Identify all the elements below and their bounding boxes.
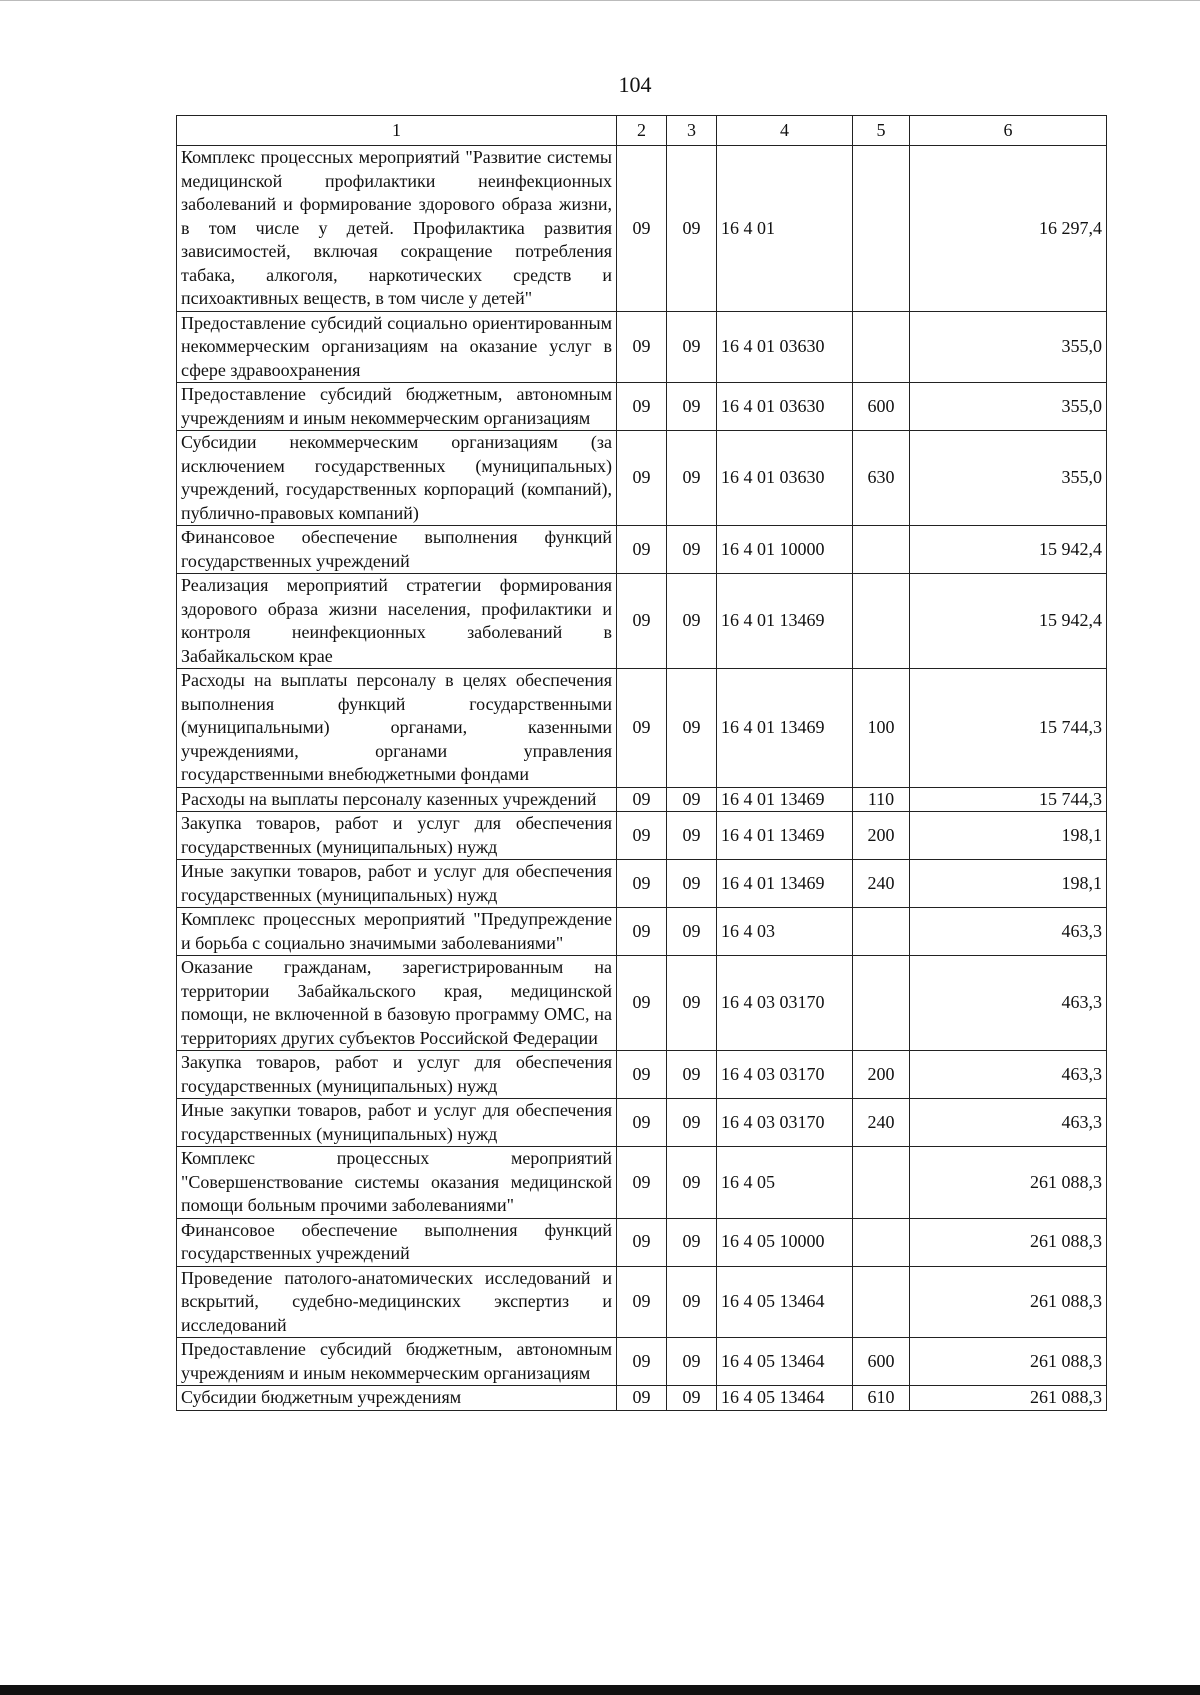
row-csr-cell: 16 4 01 13469 xyxy=(717,860,853,908)
row-csr-cell: 16 4 05 10000 xyxy=(717,1218,853,1266)
row-pr-cell: 09 xyxy=(667,669,717,788)
row-rz-cell: 09 xyxy=(617,1338,667,1386)
row-name-cell: Проведение патолого-анатомических исследований и вскрытий, судебно-медицинских экспертиз и исследований xyxy=(177,1266,617,1338)
row-rz-cell: 09 xyxy=(617,311,667,383)
row-vr-cell: 610 xyxy=(853,1386,910,1411)
budget-table xyxy=(176,115,1107,1411)
row-name-cell: Предоставление субсидий бюджетным, автономным учреждениям и иным некоммерческим организациям xyxy=(177,1338,617,1386)
row-vr-cell xyxy=(853,1218,910,1266)
row-rz-cell: 09 xyxy=(617,1266,667,1338)
row-name-cell: Иные закупки товаров, работ и услуг для обеспечения государственных (муниципальных) нужд xyxy=(177,860,617,908)
scan-top-edge xyxy=(0,0,1200,4)
row-sum-cell: 355,0 xyxy=(910,383,1107,431)
table-row xyxy=(177,383,1107,431)
row-sum-cell: 463,3 xyxy=(910,956,1107,1051)
row-name-cell: Реализация мероприятий стратегии формирования здорового образа жизни населения, профилактики и контроля неинфекционных заболеваний в Забайкальском крае xyxy=(177,574,617,669)
row-pr-cell: 09 xyxy=(667,383,717,431)
row-sum-cell: 198,1 xyxy=(910,860,1107,908)
row-csr-cell: 16 4 03 03170 xyxy=(717,1051,853,1099)
row-sum-cell: 463,3 xyxy=(910,908,1107,956)
table-row xyxy=(177,311,1107,383)
row-csr-cell: 16 4 05 13464 xyxy=(717,1338,853,1386)
row-name-cell: Комплекс процессных мероприятий "Развитие системы медицинской профилактики неинфекционных заболеваний и формирование здорового образа жизни, в том числе у детей. Профилактика развития зависимостей, включая сокращение потребления табака, алкоголя, наркотических средств и психоактивных веществ, в том числе у детей" xyxy=(177,146,617,312)
row-sum-cell: 261 088,3 xyxy=(910,1266,1107,1338)
row-vr-cell: 240 xyxy=(853,860,910,908)
row-name-cell: Предоставление субсидий бюджетным, автономным учреждениям и иным некоммерческим организациям xyxy=(177,383,617,431)
header-col-5: 5 xyxy=(853,116,910,146)
row-csr-cell: 16 4 03 03170 xyxy=(717,956,853,1051)
row-vr-cell xyxy=(853,311,910,383)
row-csr-cell: 16 4 05 13464 xyxy=(717,1386,853,1411)
row-pr-cell: 09 xyxy=(667,812,717,860)
row-sum-cell: 261 088,3 xyxy=(910,1218,1107,1266)
row-rz-cell: 09 xyxy=(617,431,667,526)
header-col-4: 4 xyxy=(717,116,853,146)
row-csr-cell: 16 4 01 13469 xyxy=(717,787,853,812)
row-rz-cell: 09 xyxy=(617,526,667,574)
row-name-cell: Закупка товаров, работ и услуг для обеспечения государственных (муниципальных) нужд xyxy=(177,1051,617,1099)
row-vr-cell: 100 xyxy=(853,669,910,788)
table-row xyxy=(177,1218,1107,1266)
header-row xyxy=(177,116,1107,146)
row-name-cell: Комплекс процессных мероприятий "Предупреждение и борьба с социально значимыми заболеваниями" xyxy=(177,908,617,956)
row-sum-cell: 15 744,3 xyxy=(910,787,1107,812)
row-csr-cell: 16 4 01 13469 xyxy=(717,669,853,788)
row-csr-cell: 16 4 03 xyxy=(717,908,853,956)
table-row xyxy=(177,574,1107,669)
header-col-6: 6 xyxy=(910,116,1107,146)
row-sum-cell: 261 088,3 xyxy=(910,1386,1107,1411)
row-rz-cell: 09 xyxy=(617,146,667,312)
row-sum-cell: 15 744,3 xyxy=(910,669,1107,788)
row-vr-cell: 200 xyxy=(853,812,910,860)
row-rz-cell: 09 xyxy=(617,860,667,908)
row-name-cell: Финансовое обеспечение выполнения функций государственных учреждений xyxy=(177,1218,617,1266)
row-vr-cell xyxy=(853,146,910,312)
row-rz-cell: 09 xyxy=(617,1099,667,1147)
table-row xyxy=(177,787,1107,812)
table-row xyxy=(177,669,1107,788)
row-pr-cell: 09 xyxy=(667,1266,717,1338)
row-sum-cell: 355,0 xyxy=(910,311,1107,383)
page-number: 104 xyxy=(618,72,652,97)
row-vr-cell xyxy=(853,574,910,669)
row-csr-cell: 16 4 01 10000 xyxy=(717,526,853,574)
row-vr-cell: 600 xyxy=(853,1338,910,1386)
row-vr-cell xyxy=(853,908,910,956)
row-vr-cell: 240 xyxy=(853,1099,910,1147)
row-rz-cell: 09 xyxy=(617,574,667,669)
table-row xyxy=(177,431,1107,526)
row-sum-cell: 198,1 xyxy=(910,812,1107,860)
table-row xyxy=(177,146,1107,312)
row-vr-cell xyxy=(853,956,910,1051)
row-pr-cell: 09 xyxy=(667,1218,717,1266)
row-pr-cell: 09 xyxy=(667,1147,717,1219)
row-sum-cell: 261 088,3 xyxy=(910,1338,1107,1386)
row-vr-cell: 200 xyxy=(853,1051,910,1099)
row-vr-cell xyxy=(853,526,910,574)
row-rz-cell: 09 xyxy=(617,1386,667,1411)
row-pr-cell: 09 xyxy=(667,1051,717,1099)
table-body xyxy=(177,146,1107,1411)
row-rz-cell: 09 xyxy=(617,1051,667,1099)
row-name-cell: Субсидии бюджетным учреждениям xyxy=(177,1386,617,1411)
row-csr-cell: 16 4 01 13469 xyxy=(717,574,853,669)
row-vr-cell: 630 xyxy=(853,431,910,526)
row-sum-cell: 16 297,4 xyxy=(910,146,1107,312)
row-csr-cell: 16 4 03 03170 xyxy=(717,1099,853,1147)
row-pr-cell: 09 xyxy=(667,860,717,908)
header-col-2: 2 xyxy=(617,116,667,146)
row-vr-cell: 600 xyxy=(853,383,910,431)
row-pr-cell: 09 xyxy=(667,1338,717,1386)
row-name-cell: Закупка товаров, работ и услуг для обеспечения государственных (муниципальных) нужд xyxy=(177,812,617,860)
row-pr-cell: 09 xyxy=(667,908,717,956)
row-pr-cell: 09 xyxy=(667,1099,717,1147)
row-csr-cell: 16 4 05 xyxy=(717,1147,853,1219)
table-row xyxy=(177,1338,1107,1386)
row-pr-cell: 09 xyxy=(667,526,717,574)
row-csr-cell: 16 4 01 13469 xyxy=(717,812,853,860)
row-pr-cell: 09 xyxy=(667,574,717,669)
row-csr-cell: 16 4 05 13464 xyxy=(717,1266,853,1338)
row-name-cell: Предоставление субсидий социально ориентированным некоммерческим организациям на оказание услуг в сфере здравоохранения xyxy=(177,311,617,383)
table-row xyxy=(177,1051,1107,1099)
row-name-cell: Финансовое обеспечение выполнения функций государственных учреждений xyxy=(177,526,617,574)
row-name-cell: Комплекс процессных мероприятий "Совершенствование системы оказания медицинской помощи больным прочими заболеваниями" xyxy=(177,1147,617,1219)
table-row xyxy=(177,1266,1107,1338)
row-rz-cell: 09 xyxy=(617,1218,667,1266)
row-pr-cell: 09 xyxy=(667,431,717,526)
row-rz-cell: 09 xyxy=(617,812,667,860)
row-name-cell: Субсидии некоммерческим организациям (за исключением государственных (муниципальных) учреждений, государственных корпораций (компаний), публично-правовых компаний) xyxy=(177,431,617,526)
table-row xyxy=(177,860,1107,908)
table-row xyxy=(177,956,1107,1051)
row-csr-cell: 16 4 01 03630 xyxy=(717,431,853,526)
row-rz-cell: 09 xyxy=(617,669,667,788)
row-name-cell: Расходы на выплаты персоналу в целях обеспечения выполнения функций государственными (муниципальными) органами, казенными учреждениями, органами управления государственными внебюджетными фондами xyxy=(177,669,617,788)
row-rz-cell: 09 xyxy=(617,383,667,431)
table-row xyxy=(177,1099,1107,1147)
row-pr-cell: 09 xyxy=(667,956,717,1051)
header-col-1: 1 xyxy=(177,116,617,146)
row-rz-cell: 09 xyxy=(617,908,667,956)
row-pr-cell: 09 xyxy=(667,1386,717,1411)
header-col-3: 3 xyxy=(667,116,717,146)
row-vr-cell xyxy=(853,1266,910,1338)
scan-bottom-edge xyxy=(0,1685,1200,1695)
table-row xyxy=(177,1147,1107,1219)
row-csr-cell: 16 4 01 xyxy=(717,146,853,312)
row-name-cell: Иные закупки товаров, работ и услуг для обеспечения государственных (муниципальных) нужд xyxy=(177,1099,617,1147)
row-vr-cell xyxy=(853,1147,910,1219)
table-row xyxy=(177,1386,1107,1411)
row-sum-cell: 355,0 xyxy=(910,431,1107,526)
table-row xyxy=(177,812,1107,860)
row-pr-cell: 09 xyxy=(667,311,717,383)
row-name-cell: Расходы на выплаты персоналу казенных учреждений xyxy=(177,787,617,812)
row-rz-cell: 09 xyxy=(617,956,667,1051)
row-sum-cell: 15 942,4 xyxy=(910,574,1107,669)
row-sum-cell: 261 088,3 xyxy=(910,1147,1107,1219)
table-row xyxy=(177,526,1107,574)
row-csr-cell: 16 4 01 03630 xyxy=(717,383,853,431)
table-header xyxy=(177,116,1107,146)
row-pr-cell: 09 xyxy=(667,146,717,312)
row-sum-cell: 15 942,4 xyxy=(910,526,1107,574)
row-rz-cell: 09 xyxy=(617,787,667,812)
row-sum-cell: 463,3 xyxy=(910,1051,1107,1099)
row-sum-cell: 463,3 xyxy=(910,1099,1107,1147)
table-row xyxy=(177,908,1107,956)
row-pr-cell: 09 xyxy=(667,787,717,812)
row-csr-cell: 16 4 01 03630 xyxy=(717,311,853,383)
row-vr-cell: 110 xyxy=(853,787,910,812)
row-rz-cell: 09 xyxy=(617,1147,667,1219)
row-name-cell: Оказание гражданам, зарегистрированным на территории Забайкальского края, медицинской помощи, не включенной в базовую программу ОМС, на территориях других субъектов Российской Федерации xyxy=(177,956,617,1051)
